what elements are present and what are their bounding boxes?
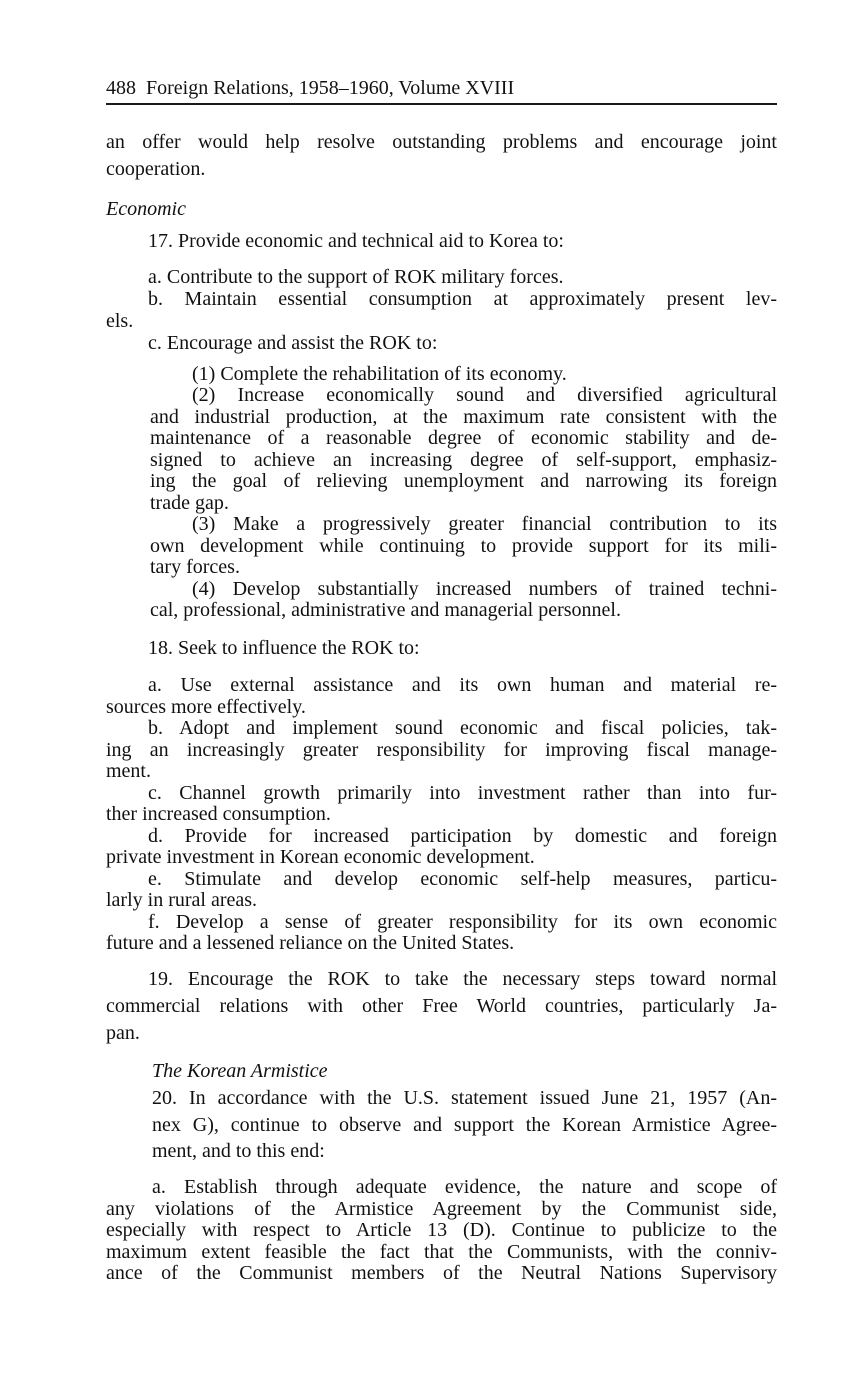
body-line: ing the goal of relieving unemployment and narrowing its foreign xyxy=(150,470,777,492)
body-line: and industrial production, at the maximum rate consistent with the xyxy=(150,406,777,428)
sub-item: c. Encourage and assist the ROK to: xyxy=(148,332,438,354)
body-line: nex G), continue to observe and support the Korean Armistice Agree- xyxy=(152,1114,777,1136)
body-line: future and a lessened reliance on the United States. xyxy=(106,932,515,954)
sub-item-continuation: els. xyxy=(106,310,134,332)
body-line: ment. xyxy=(106,760,151,782)
sub-sub-item: (4) Develop substantially increased numbers of trained techni- xyxy=(192,578,777,600)
body-line: trade gap. xyxy=(150,492,229,514)
body-line: signed to achieve an increasing degree of self-support, emphasiz- xyxy=(150,449,777,471)
body-line: sources more effectively. xyxy=(106,696,306,718)
body-line: any violations of the Armistice Agreement by the Communist side, xyxy=(106,1198,777,1220)
body-line: ing an increasingly greater responsibility for improving fiscal manage- xyxy=(106,739,777,761)
numbered-item: 18. Seek to influence the ROK to: xyxy=(148,637,420,659)
section-heading: The Korean Armistice xyxy=(152,1060,328,1082)
page-header xyxy=(106,76,777,105)
body-line: cooperation. xyxy=(106,158,206,180)
body-line: especially with respect to Article 13 (D). Continue to publicize to the xyxy=(106,1219,777,1241)
running-title: Foreign Relations, 1958–1960, Volume XVIII xyxy=(146,77,515,99)
sub-item: b. Adopt and implement sound economic and fiscal policies, tak- xyxy=(148,717,777,739)
body-line: an offer would help resolve outstanding problems and encourage joint xyxy=(106,131,777,153)
section-heading: Economic xyxy=(106,198,186,220)
body-line: commercial relations with other Free World countries, particularly Ja- xyxy=(106,995,777,1017)
sub-sub-item: (2) Increase economically sound and diversified agricultural xyxy=(192,384,777,406)
page-number: 488 xyxy=(106,77,136,99)
body-line: tary forces. xyxy=(150,556,240,578)
body-line: private investment in Korean economic development. xyxy=(106,846,535,868)
body-line: maintenance of a reasonable degree of economic stability and de- xyxy=(150,427,777,449)
sub-sub-item: (1) Complete the rehabilitation of its economy. xyxy=(192,363,567,385)
numbered-item: 17. Provide economic and technical aid to Korea to: xyxy=(148,230,564,252)
numbered-item: 19. Encourage the ROK to take the necessary steps toward normal xyxy=(148,968,777,990)
sub-item: d. Provide for increased participation by domestic and foreign xyxy=(148,825,777,847)
body-line: ance of the Communist members of the Neutral Nations Supervisory xyxy=(106,1262,777,1284)
sub-item: a. Contribute to the support of ROK military forces. xyxy=(148,266,564,288)
body-line: maximum extent feasible the fact that the Communists, with the conniv- xyxy=(106,1241,777,1263)
sub-item: b. Maintain essential consumption at approximately present lev- xyxy=(148,288,777,310)
sub-item: e. Stimulate and develop economic self-help measures, particu- xyxy=(148,868,777,890)
sub-sub-item: (3) Make a progressively greater financial contribution to its xyxy=(192,513,777,535)
sub-item: a. Use external assistance and its own human and material re- xyxy=(148,674,777,696)
sub-item: f. Develop a sense of greater responsibility for its own economic xyxy=(148,911,777,933)
body-line: cal, professional, administrative and managerial personnel. xyxy=(150,599,621,621)
body-line: ment, and to this end: xyxy=(152,1140,325,1162)
body-line: larly in rural areas. xyxy=(106,889,258,911)
sub-item: a. Establish through adequate evidence, the nature and scope of xyxy=(152,1176,777,1198)
body-line: own development while continuing to provide support for its mili- xyxy=(150,535,777,557)
numbered-item: 20. In accordance with the U.S. statement issued June 21, 1957 (An- xyxy=(152,1087,777,1109)
body-line: pan. xyxy=(106,1022,140,1044)
body-line: ther increased consumption. xyxy=(106,803,331,825)
sub-item: c. Channel growth primarily into investment rather than into fur- xyxy=(148,782,777,804)
